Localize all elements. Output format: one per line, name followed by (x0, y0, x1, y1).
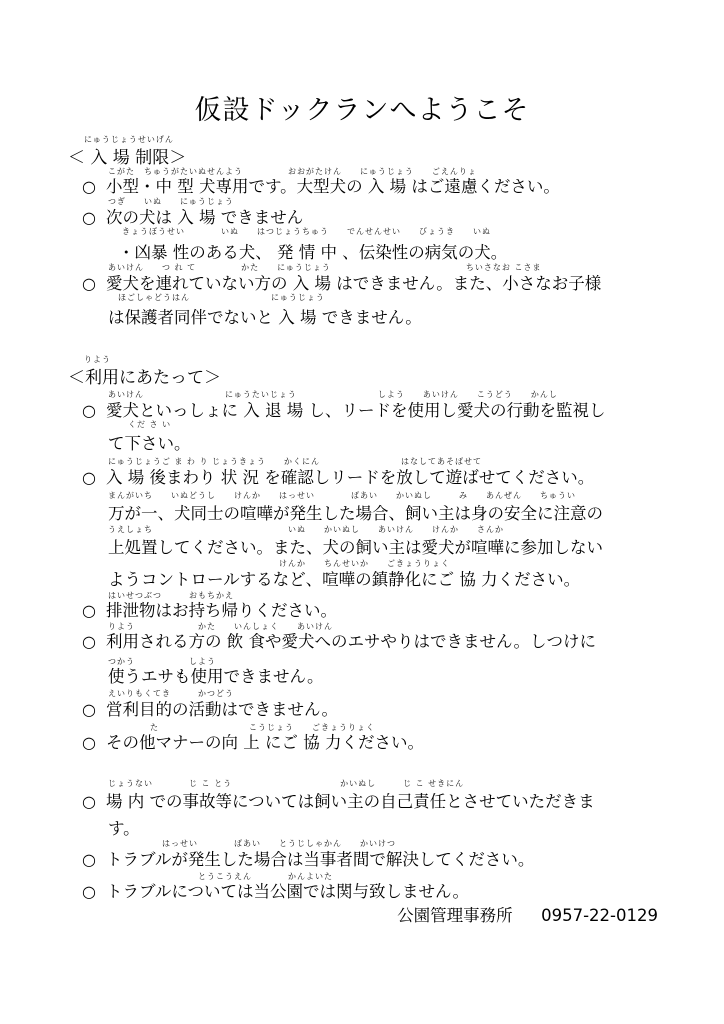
s3-item2: ○ トラブルが発生した場合は当事者間で解決してください。 (82, 845, 682, 874)
s1-item1: ○ 小型・中 型 犬専用です。大型犬の 入 場 はご遠慮ください。 (82, 172, 682, 201)
s1-item3: ○ 愛犬を連れていない方の 入 場 はできません。また、小さなお子様 (82, 269, 682, 298)
s2-item2: ○ 入 場 後まわり 状 況 を確認しリードを放して遊ばせてください。 (82, 463, 682, 492)
footer-contact (397, 902, 658, 926)
s2-item1: ○ 愛犬といっしょに 入 退 場 し、リードを使用し愛犬の行動を監視し (82, 396, 682, 425)
s1-item3-cont-ruby: ほごしゃどうはん にゅうじょう (118, 293, 325, 302)
office-name: 公園管理事務所 (397, 906, 513, 925)
s2-item2-l2-ruby: まんがいち いぬどうし けんか はっせい ばあい かいぬし み あんぜん ちゅうい (108, 491, 576, 500)
s2-item2-line3: 上処置してください。また、犬の飼い主は愛犬が喧嘩に参加しない (108, 538, 603, 557)
s1-item2: ○ 次の犬は 入 場 できません (82, 203, 682, 232)
s3-item1: ○ 場 内 での事故等については飼い主の自己責任とさせていただきま (82, 787, 682, 816)
s1-item3-cont: は保護者同伴でないと 入 場 できません。 (108, 308, 422, 327)
s2-item2-l3-ruby: うえしょち いぬ かいぬし あいけん けんか さんか (108, 525, 504, 534)
section2-heading-ruby: りよう (84, 355, 111, 364)
circle-bullet-icon: ○ (82, 700, 96, 719)
s2-item5: ○ 営利目的の活動はできません。 (82, 695, 682, 724)
s2-item4-cont: 使うエサも使用できません。 (108, 667, 324, 686)
circle-bullet-icon: ○ (82, 208, 96, 227)
section1-heading: ＜ 入 場 制限＞ (68, 148, 187, 168)
circle-bullet-icon: ○ (82, 632, 96, 651)
s3-item1-cont: す。 (108, 819, 140, 838)
s2-item2-ruby: にゅうじょうご ま わ り じょうきょう かくにん はなしてあそばせて (108, 457, 483, 466)
s1-item2-ruby: つぎ いぬ にゅうじょう (108, 197, 234, 206)
circle-bullet-icon: ○ (82, 401, 96, 420)
s1-item1-ruby: こがた ちゅうがたいぬせんよう おおがたけん にゅうじょう ごえんりょ (108, 167, 477, 176)
s2-item4-ruby: りよう かた いんしょく あいけん (108, 622, 333, 631)
circle-bullet-icon: ○ (82, 177, 96, 196)
circle-bullet-icon: ○ (82, 792, 96, 811)
s3-item3: ○ トラブルについては当公園では関与致しません。 (82, 877, 682, 906)
circle-bullet-icon: ○ (82, 468, 96, 487)
circle-bullet-icon: ○ (82, 850, 96, 869)
circle-bullet-icon: ○ (82, 274, 96, 293)
s2-item4-cont-ruby: つかう しよう (108, 657, 216, 666)
s2-item3-ruby: はいせつぶつ おもちかえ (108, 591, 234, 600)
s2-item3: ○ 排泄物はお持ち帰りください。 (82, 596, 682, 625)
s2-item4: ○ 利用される方の 飲 食や愛犬へのエサやりはできません。しつけに (82, 627, 682, 656)
s2-item1-cont: て下さい。 (108, 434, 191, 453)
s2-item2-line4: ようコントロールするなど、喧嘩の鎮静化にご 協 力ください。 (108, 570, 581, 589)
s2-item2-l4-ruby: けんか ちんせいか ごきょうりょく (108, 559, 450, 568)
s2-item2-line2: 万が一、犬同士の喧嘩が発生した場合、飼い主は身の安全に注意の (108, 504, 603, 523)
circle-bullet-icon: ○ (82, 882, 96, 901)
s2-item6-ruby: た こうじょう ごきょうりょく (150, 723, 375, 732)
phone-number: 0957-22-0129 (541, 906, 658, 925)
page-title: 仮設ドックランへようこそ (194, 95, 530, 126)
s2-item6: ○ その他マナーの向 上 にご 協 力ください。 (82, 728, 682, 757)
s1-item2-sub-ruby: きょうぼうせい いぬ はつじょうちゅう でんせんせい びょうき いぬ (122, 227, 491, 236)
s2-item1-cont-ruby: くだ さ い (128, 420, 172, 429)
circle-bullet-icon: ○ (82, 601, 96, 620)
s1-item3-ruby: あいけん つ れ て かた にゅうじょう ちいさなお こさま (108, 263, 542, 272)
s3-item3-ruby: とうこうえん かんよいた (108, 872, 333, 881)
s2-item1-ruby: あいけん にゅうたいじょう しよう あいけん こうどう かんし (108, 390, 558, 399)
section2-heading: ＜利用にあたって＞ (68, 368, 221, 388)
circle-bullet-icon: ○ (82, 733, 96, 752)
s1-item2-subline: ・凶暴 性のある犬、 発 情 中 、伝染性の病気の犬。 (118, 243, 508, 262)
s3-item2-ruby: はっせい ばあい とうじしゃかん かいけつ (108, 839, 396, 848)
section1-heading-ruby: にゅうじょうせいげん (84, 135, 174, 144)
s3-item1-ruby: じょうない じ こ とう かいぬし じ こ せきにん (108, 779, 465, 788)
s2-item5-ruby: えいりもくてき かつどう (108, 689, 234, 698)
